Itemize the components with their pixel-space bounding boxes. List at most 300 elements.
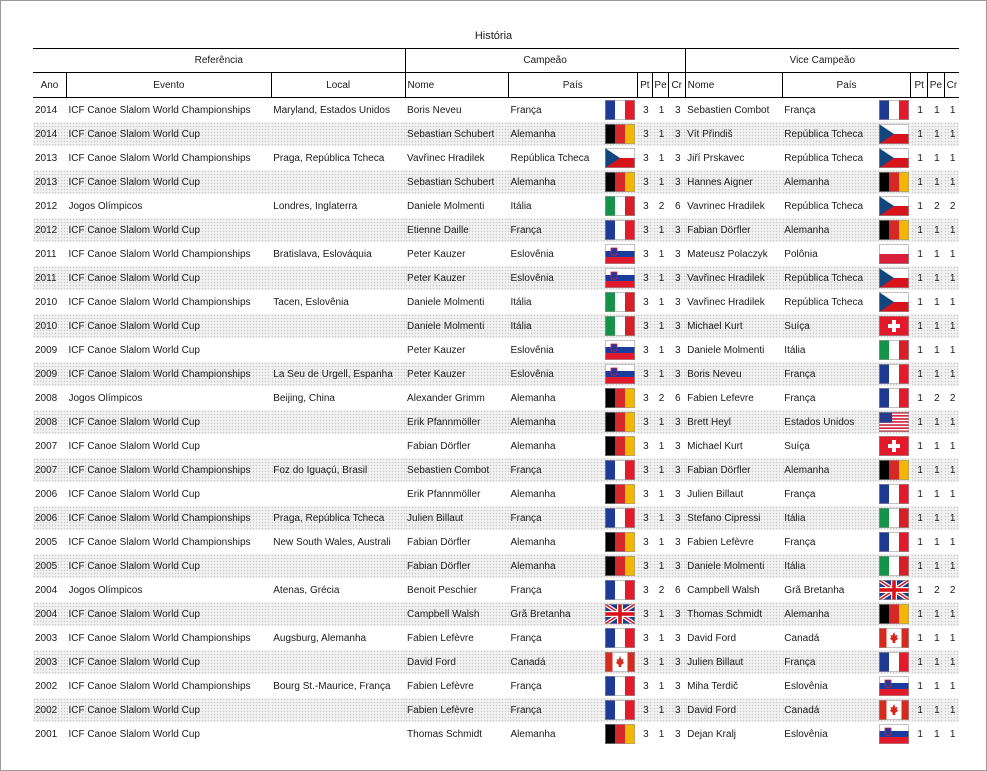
sheet-title: História [474, 30, 513, 42]
cell-campeao-nome: Peter Kauzer [407, 344, 466, 356]
cell-campeao-pe: 1 [658, 104, 665, 116]
cell-vice-pais: França [782, 362, 874, 386]
table-row [33, 554, 959, 578]
cell-campeao-pe: 1 [658, 728, 665, 740]
cell-vice-nome: Stefano Cipressi [685, 506, 782, 530]
cell-vice-pt: 1 [911, 170, 928, 194]
cell-vice-pais: Alemanha [782, 170, 874, 194]
cell-vice-pe: 1 [928, 170, 945, 194]
cell-campeao-cr: 3 [674, 104, 681, 116]
cell-ano: 2008 [35, 392, 58, 404]
table-row [33, 146, 959, 170]
cell-vice-pt: 1 [911, 458, 928, 482]
cell-evento: ICF Canoe Slalom World Cup [66, 410, 271, 434]
cell-campeao-pais: Itália [510, 200, 532, 212]
cell-vice-flag [874, 410, 911, 434]
cell-vice-cr: 1 [944, 410, 959, 434]
table-row [33, 578, 959, 602]
cell-campeao-flag [600, 626, 637, 650]
cell-vice-pais: Suíça [782, 314, 874, 338]
cell-vice-flag [874, 458, 911, 482]
flag-de-icon [605, 556, 635, 576]
cell-campeao-nome: Campbell Walsh [405, 602, 508, 626]
cell-local: Tacen, Eslovênia [273, 296, 349, 308]
cell-campeao-nome: Alexander Grimm [407, 392, 485, 404]
flag-de-icon [605, 532, 635, 552]
cell-campeao-pe: 1 [653, 554, 669, 578]
flag-cz-icon [879, 268, 909, 288]
flag-it-icon [879, 556, 909, 576]
cell-campeao-pe: 1 [653, 314, 669, 338]
cell-vice-pt: 1 [917, 440, 923, 452]
col-campeao-cr: Cr [668, 73, 685, 98]
flag-cz-icon [879, 292, 909, 312]
cell-vice-nome: Brett Heyl [685, 410, 782, 434]
cell-local [271, 266, 405, 290]
cell-campeao-pais: Canadá [509, 650, 601, 674]
cell-local: Londres, Inglaterra [273, 200, 358, 212]
cell-vice-nome: Michael Kurt [687, 440, 743, 452]
cell-local: Atenas, Grécia [273, 584, 340, 596]
cell-vice-pt: 1 [917, 248, 923, 260]
cell-vice-cr: 1 [949, 488, 956, 500]
cell-vice-cr: 1 [949, 248, 956, 260]
cell-campeao-pais: França [510, 632, 542, 644]
cell-vice-pt: 1 [911, 266, 928, 290]
cell-campeao-pe: 1 [653, 410, 669, 434]
cell-campeao-pais: Alemanha [510, 440, 556, 452]
cell-vice-flag [874, 434, 911, 458]
cell-campeao-flag [600, 98, 637, 123]
cell-campeao-pe: 1 [653, 602, 669, 626]
cell-local: La Seu de Urgell, Espanha [271, 362, 405, 386]
cell-vice-pais: Polônia [784, 248, 818, 260]
col-campeao-nome: Nome [405, 73, 508, 98]
cell-campeao-pt: 3 [637, 458, 653, 482]
col-campeao-pais: País [509, 73, 638, 98]
cell-evento: ICF Canoe Slalom World Championships [68, 104, 251, 116]
cell-campeao-pais: Eslovênia [509, 266, 601, 290]
cell-local [271, 602, 405, 626]
cell-campeao-flag [600, 722, 637, 746]
cell-campeao-flag [600, 578, 637, 602]
cell-campeao-nome: Fabian Dörfler [407, 536, 471, 548]
flag-fr-icon [605, 220, 635, 240]
cell-vice-nome: Vavřinec Hradilek [685, 266, 782, 290]
cell-local: Beijing, China [273, 392, 335, 404]
col-evento: Evento [66, 73, 271, 98]
cell-campeao-cr: 3 [668, 458, 685, 482]
cell-campeao-nome: Thomas Schmidt [407, 728, 483, 740]
cell-vice-nome: Daniele Molmenti [687, 344, 765, 356]
cell-ano: 2002 [35, 680, 58, 692]
cell-vice-cr: 1 [944, 122, 959, 146]
table-row [33, 290, 959, 314]
flag-de-icon [605, 388, 635, 408]
col-campeao-pt: Pt [637, 73, 653, 98]
cell-vice-pais: Eslovênia [784, 728, 828, 740]
cell-campeao-pe: 1 [653, 170, 669, 194]
cell-campeao-pt: 3 [637, 650, 653, 674]
cell-vice-pt: 1 [917, 680, 923, 692]
cell-vice-cr: 1 [944, 458, 959, 482]
flag-si-icon [605, 364, 635, 384]
cell-campeao-pt: 3 [637, 218, 653, 242]
cell-campeao-pais: Itália [509, 314, 601, 338]
cell-evento: Jogos Olímpicos [68, 392, 143, 404]
cell-campeao-pt: 3 [643, 200, 649, 212]
cell-campeao-pt: 3 [643, 296, 649, 308]
cell-vice-pe: 1 [934, 680, 940, 692]
table-row [33, 602, 959, 626]
cell-local: Augsburg, Alemanha [273, 632, 367, 644]
cell-vice-pt: 1 [917, 488, 923, 500]
cell-vice-nome: Fabien Lefevre [687, 392, 754, 404]
cell-vice-nome: Julien Billaut [685, 650, 782, 674]
table-row [33, 674, 959, 698]
cell-vice-nome: Boris Neveu [685, 362, 782, 386]
cell-vice-flag [874, 674, 911, 698]
cell-campeao-cr: 3 [674, 248, 681, 260]
group-campeao: Campeão [405, 49, 685, 73]
cell-vice-cr: 1 [949, 104, 956, 116]
group-referencia: Referência [33, 49, 405, 73]
cell-vice-flag [874, 314, 911, 338]
cell-campeao-cr: 3 [674, 344, 681, 356]
cell-evento: ICF Canoe Slalom World Cup [66, 554, 271, 578]
cell-vice-pe: 1 [928, 554, 945, 578]
cell-campeao-nome: Daniele Molmenti [405, 314, 508, 338]
cell-vice-cr: 1 [949, 344, 956, 356]
cell-evento: ICF Canoe Slalom World Championships [66, 506, 271, 530]
cell-campeao-pe: 1 [653, 266, 669, 290]
cell-vice-cr: 1 [944, 314, 959, 338]
cell-vice-pt: 1 [911, 554, 928, 578]
cell-vice-flag [874, 170, 911, 194]
cell-campeao-cr: 3 [668, 218, 685, 242]
cell-campeao-pais: Grã Bretanha [509, 602, 601, 626]
col-local: Local [271, 73, 405, 98]
cell-campeao-pe: 2 [658, 200, 665, 212]
cell-local [271, 722, 405, 746]
cell-campeao-pt: 3 [637, 698, 653, 722]
cell-campeao-nome: Erik Pfannmöller [407, 488, 481, 500]
cell-vice-pt: 1 [917, 152, 923, 164]
cell-vice-nome: Julien Billaut [687, 488, 744, 500]
cell-vice-pais: Itália [784, 344, 806, 356]
cell-local: Praga, República Tcheca [271, 506, 405, 530]
cell-campeao-pe: 1 [658, 152, 665, 164]
flag-gb-icon [605, 604, 635, 624]
cell-ano: 2013 [33, 170, 66, 194]
cell-campeao-pais: França [510, 104, 542, 116]
cell-evento: ICF Canoe Slalom World Cup [66, 218, 271, 242]
cell-ano: 2006 [33, 506, 66, 530]
cell-ano: 2011 [33, 266, 66, 290]
flag-si-icon [605, 244, 635, 264]
cell-campeao-pt: 3 [637, 602, 653, 626]
cell-campeao-nome: Benoit Peschier [407, 584, 478, 596]
cell-campeao-pe: 2 [658, 584, 665, 596]
table-row [33, 122, 959, 146]
cell-local: Bratislava, Eslováquia [273, 248, 372, 260]
flag-de-icon [879, 172, 909, 192]
cell-evento: Jogos Olímpicos [68, 200, 143, 212]
table-row [33, 242, 959, 266]
flag-de-icon [879, 604, 909, 624]
cell-campeao-cr: 3 [668, 602, 685, 626]
cell-campeao-pe: 1 [653, 122, 669, 146]
cell-vice-nome: David Ford [685, 698, 782, 722]
cell-vice-pt: 1 [911, 218, 928, 242]
cell-campeao-cr: 3 [668, 170, 685, 194]
cell-vice-flag [874, 698, 911, 722]
cell-vice-cr: 1 [944, 218, 959, 242]
cell-local [271, 650, 405, 674]
flag-cz-icon [879, 196, 909, 216]
cell-campeao-cr: 3 [674, 632, 681, 644]
flag-fr-icon [605, 508, 635, 528]
flag-ca-icon [605, 652, 635, 672]
cell-vice-pe: 1 [928, 122, 945, 146]
cell-vice-pt: 1 [911, 410, 928, 434]
cell-vice-pe: 2 [934, 584, 940, 596]
cell-campeao-flag [600, 170, 637, 194]
cell-campeao-cr: 3 [668, 506, 685, 530]
cell-vice-pt: 1 [911, 602, 928, 626]
cell-vice-pais: Alemanha [782, 602, 874, 626]
cell-campeao-pt: 3 [643, 584, 649, 596]
cell-ano: 2011 [35, 248, 57, 260]
cell-vice-pais: República Tcheca [782, 122, 874, 146]
cell-vice-pe: 1 [934, 152, 940, 164]
cell-campeao-nome: Peter Kauzer [405, 362, 508, 386]
cell-vice-pe: 1 [928, 698, 945, 722]
flag-us-icon [879, 412, 909, 432]
cell-vice-pt: 1 [911, 650, 928, 674]
cell-vice-pais: Itália [782, 506, 874, 530]
table-row [33, 434, 959, 458]
cell-vice-pe: 2 [934, 392, 940, 404]
cell-campeao-cr: 3 [674, 152, 681, 164]
cell-vice-pais: Canadá [784, 632, 820, 644]
flag-it-icon [605, 316, 635, 336]
cell-campeao-nome: Vavřinec Hradilek [407, 152, 485, 164]
cell-evento: Jogos Olímpicos [68, 584, 143, 596]
flag-fr-icon [605, 580, 635, 600]
cell-vice-flag [874, 98, 911, 123]
cell-evento: ICF Canoe Slalom World Championships [68, 248, 251, 260]
cell-local [271, 554, 405, 578]
cell-ano: 2010 [35, 296, 58, 308]
cell-campeao-pe: 1 [658, 680, 665, 692]
cell-vice-cr: 1 [949, 440, 956, 452]
cell-vice-flag [874, 386, 911, 410]
cell-campeao-nome: Sebastian Schubert [405, 122, 508, 146]
flag-it-icon [605, 292, 635, 312]
cell-vice-pt: 1 [917, 632, 923, 644]
cell-vice-pe: 1 [928, 458, 945, 482]
flag-fr-icon [879, 484, 909, 504]
cell-campeao-pt: 3 [643, 536, 649, 548]
cell-evento: ICF Canoe Slalom World Cup [66, 314, 271, 338]
cell-evento: ICF Canoe Slalom World Championships [68, 536, 251, 548]
cell-vice-pais: França [784, 536, 816, 548]
flag-cz-icon [879, 148, 909, 168]
cell-campeao-pais: Alemanha [510, 392, 556, 404]
cell-campeao-pt: 3 [643, 152, 649, 164]
flag-fr-icon [605, 100, 635, 120]
col-vice-pt: Pt [911, 73, 928, 98]
cell-campeao-flag [600, 650, 637, 674]
cell-vice-flag [874, 602, 911, 626]
cell-vice-pt: 1 [911, 362, 928, 386]
table-row [33, 386, 959, 410]
cell-vice-pais: Eslovênia [784, 680, 828, 692]
cell-campeao-pe: 1 [658, 344, 665, 356]
table-row [33, 722, 959, 746]
cell-campeao-nome: Fabien Lefèvre [405, 698, 508, 722]
cell-ano: 2001 [35, 728, 58, 740]
cell-vice-cr: 1 [944, 554, 959, 578]
cell-campeao-pt: 3 [637, 362, 653, 386]
cell-vice-pt: 1 [917, 344, 923, 356]
cell-ano: 2005 [33, 554, 66, 578]
cell-vice-cr: 1 [944, 650, 959, 674]
cell-vice-cr: 1 [949, 536, 956, 548]
cell-vice-pt: 1 [911, 698, 928, 722]
flag-fr-icon [605, 460, 635, 480]
cell-campeao-pt: 3 [637, 122, 653, 146]
cell-vice-flag [874, 338, 911, 362]
cell-campeao-nome: Peter Kauzer [407, 248, 466, 260]
cell-campeao-pt: 3 [637, 266, 653, 290]
cell-local [271, 314, 405, 338]
cell-campeao-cr: 3 [674, 296, 681, 308]
cell-ano: 2003 [33, 650, 66, 674]
cell-vice-cr: 1 [944, 698, 959, 722]
flag-fr-icon [879, 364, 909, 384]
flag-si-icon [879, 724, 909, 744]
cell-local: Maryland, Estados Unidos [273, 104, 390, 116]
cell-vice-pe: 1 [928, 314, 945, 338]
flag-fr-icon [605, 676, 635, 696]
cell-vice-pais: República Tcheca [784, 200, 864, 212]
cell-vice-pais: Canadá [782, 698, 874, 722]
cell-campeao-nome: David Ford [405, 650, 508, 674]
cell-vice-cr: 1 [949, 680, 956, 692]
cell-vice-pe: 1 [928, 602, 945, 626]
cell-campeao-nome: Peter Kauzer [405, 266, 508, 290]
cell-vice-cr: 1 [949, 296, 956, 308]
cell-vice-flag [874, 482, 911, 506]
cell-campeao-flag [600, 194, 637, 218]
flag-si-icon [605, 268, 635, 288]
cell-campeao-nome: Etienne Daille [405, 218, 508, 242]
cell-vice-pe: 1 [928, 506, 945, 530]
cell-campeao-pais: República Tcheca [510, 152, 590, 164]
cell-ano: 2003 [35, 632, 58, 644]
cell-campeao-nome: Sebastian Schubert [405, 170, 508, 194]
cell-campeao-nome: Fabian Dörfler [405, 554, 508, 578]
cell-campeao-pt: 3 [643, 632, 649, 644]
cell-vice-flag [874, 650, 911, 674]
cell-campeao-cr: 6 [674, 392, 681, 404]
cell-vice-pe: 1 [934, 536, 940, 548]
cell-ano: 2006 [35, 488, 58, 500]
cell-vice-pt: 1 [917, 584, 923, 596]
table-row [33, 170, 959, 194]
cell-ano: 2008 [33, 410, 66, 434]
cell-vice-pais: Grã Bretanha [784, 584, 845, 596]
cell-campeao-cr: 3 [668, 362, 685, 386]
cell-evento: ICF Canoe Slalom World Cup [66, 266, 271, 290]
cell-vice-pais: Alemanha [782, 458, 874, 482]
cell-campeao-nome: Fabien Lefèvre [407, 680, 474, 692]
cell-campeao-pt: 3 [637, 506, 653, 530]
cell-campeao-pais: França [509, 218, 601, 242]
cell-vice-pt: 1 [917, 392, 923, 404]
cell-vice-nome: Hannes Aigner [685, 170, 782, 194]
cell-campeao-pais: França [510, 584, 542, 596]
cell-vice-cr: 1 [944, 602, 959, 626]
cell-vice-pe: 1 [934, 728, 940, 740]
cell-vice-pe: 1 [928, 410, 945, 434]
cell-local [271, 170, 405, 194]
cell-campeao-pais: Alemanha [510, 728, 556, 740]
cell-evento: ICF Canoe Slalom World Cup [66, 122, 271, 146]
cell-vice-flag [874, 362, 911, 386]
cell-evento: ICF Canoe Slalom World Championships [68, 632, 251, 644]
col-vice-nome: Nome [685, 73, 782, 98]
cell-vice-flag [874, 146, 911, 170]
cell-vice-pt: 1 [911, 122, 928, 146]
cell-campeao-flag [600, 314, 637, 338]
flag-de-icon [605, 124, 635, 144]
cell-campeao-cr: 3 [674, 680, 681, 692]
cell-vice-flag [874, 530, 911, 554]
cell-campeao-pe: 1 [658, 440, 665, 452]
cell-vice-pais: República Tcheca [782, 266, 874, 290]
cell-vice-cr: 1 [949, 728, 956, 740]
col-vice-pais: País [782, 73, 911, 98]
table-row [33, 482, 959, 506]
cell-campeao-cr: 3 [674, 488, 681, 500]
cell-campeao-flag [600, 146, 637, 170]
cell-ano: 2014 [33, 122, 66, 146]
cell-evento: ICF Canoe Slalom World Championships [66, 458, 271, 482]
cell-vice-pt: 1 [917, 296, 923, 308]
table-row [33, 98, 959, 123]
cell-campeao-pt: 3 [643, 392, 649, 404]
flag-it-icon [879, 508, 909, 528]
cell-vice-pais: França [784, 104, 816, 116]
cell-ano: 2002 [33, 698, 66, 722]
cell-ano: 2007 [33, 458, 66, 482]
cell-campeao-pt: 3 [643, 728, 649, 740]
flag-fr-icon [605, 700, 635, 720]
cell-vice-pt: 1 [917, 536, 923, 548]
cell-campeao-pais: Eslovênia [509, 362, 601, 386]
cell-campeao-flag [600, 338, 637, 362]
cell-campeao-flag [600, 266, 637, 290]
flag-fr-icon [879, 100, 909, 120]
cell-campeao-cr: 6 [674, 584, 681, 596]
flag-fr-icon [879, 532, 909, 552]
flag-si-icon [605, 340, 635, 360]
cell-ano: 2009 [35, 344, 58, 356]
cell-vice-pt: 1 [917, 104, 923, 116]
